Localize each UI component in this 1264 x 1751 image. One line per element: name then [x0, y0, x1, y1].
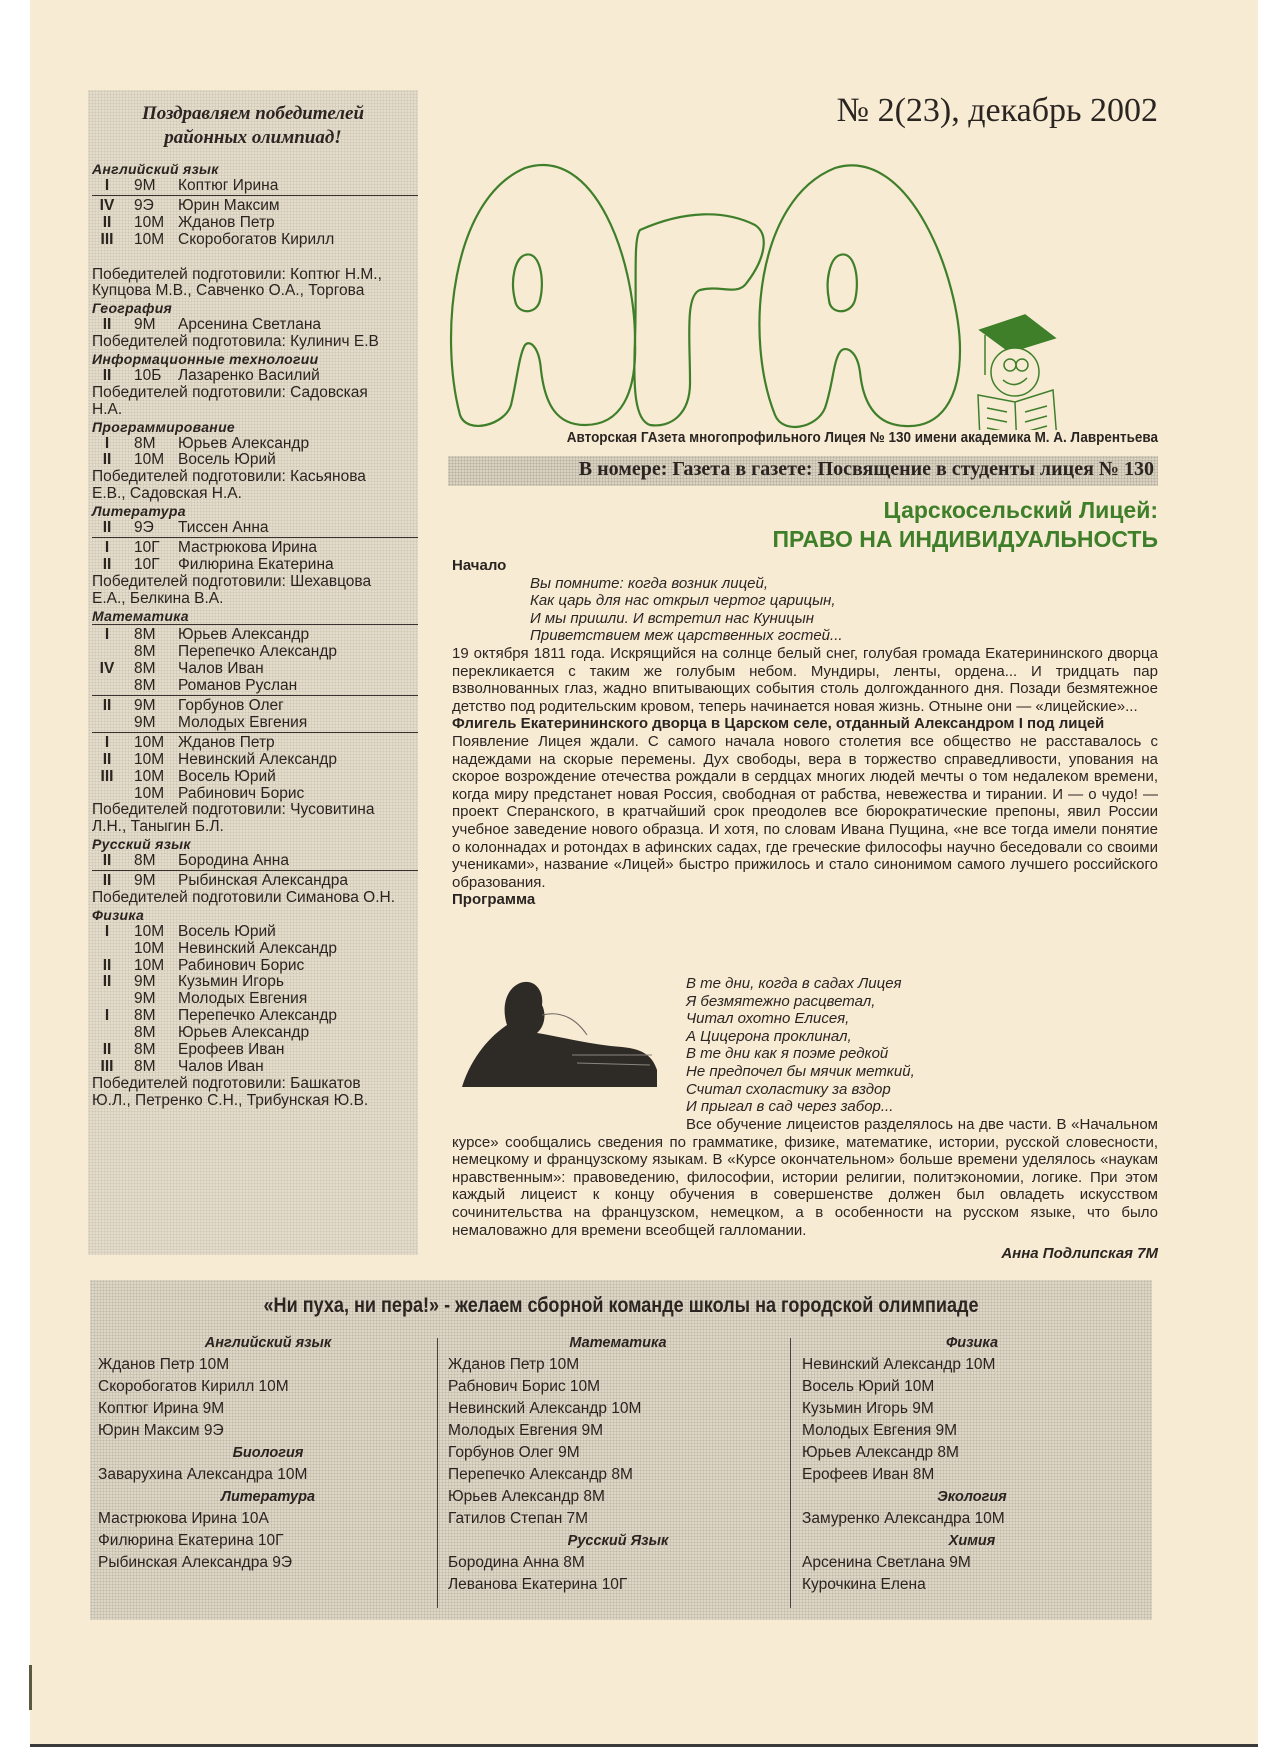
- student-name: Мастрюкова Ирина: [178, 538, 317, 556]
- student-name: Лазаренко Василий: [178, 366, 320, 384]
- winner-row: [92, 734, 417, 752]
- teachers-note: Л.Н., Таныгин Б.Л.: [92, 818, 224, 836]
- team-subject-heading: Биология: [232, 1445, 304, 1461]
- paragraph-3: Все обучение лицеистов разделялось на две части. В «Начальном курсе» сообщались сведения по грамматике, физике, математике, истории, русской словесности, немецкому и французскому языкам. В «Курсе окончательном» больше времени уделялось «наукам нравственным»: правоведению, философии, истории религии, политэкономии, логике. При этом каждый лицеист к концу обучения в совершенстве должен был овладеть искусством сочинительства на французском, немецком, а в особенности на русском языке, что было немаловажно для времени всеобщей галломании.: [452, 1116, 1158, 1239]
- place-rank: II: [102, 1041, 112, 1058]
- team-member: Мастрюкова Ирина 10А: [98, 1510, 269, 1527]
- winner-row: [92, 852, 417, 870]
- team-member: Филюрина Екатерина 10Г: [98, 1532, 284, 1549]
- class-label: 9М: [134, 176, 156, 194]
- place-rank: [92, 714, 122, 732]
- separator-line: [92, 537, 418, 538]
- winner-row: [92, 435, 417, 453]
- place-rank: [92, 677, 122, 695]
- poem-2: [686, 975, 1156, 1116]
- class-label: 10М: [134, 767, 165, 785]
- place-rank: [92, 940, 122, 958]
- subject-heading: Программирование: [92, 418, 236, 435]
- place-rank: I: [104, 1007, 110, 1025]
- winner-row: [92, 714, 417, 732]
- winner-row: [92, 768, 417, 786]
- winner-row: [92, 785, 417, 803]
- student-name: Рабинович Борис: [178, 784, 305, 802]
- class-label: 8М: [134, 1057, 156, 1075]
- place-rank: [92, 990, 122, 1008]
- poem-line: В те дни, когда в садах Лицея: [686, 975, 902, 992]
- teachers-note: Победителей подготовили: Касьянова: [92, 468, 366, 486]
- poem-line: Вы помните: когда возник лицей,: [530, 574, 769, 592]
- student-name: Бородина Анна: [178, 852, 289, 870]
- team-member: Восель Юрий 10М: [802, 1378, 935, 1395]
- place-rank: II: [102, 697, 112, 714]
- winner-row: [92, 556, 417, 574]
- winner-row: [92, 643, 417, 661]
- paragraph-2: Появление Лицея ждали. С самого начала нового столетия все общество не расставалось с надеждами на скорые перемены. Дух свободы, вера в торжество справедливости, упования на скорое возрождение отечества рождали в сердцах многих людей мечты о том недалеком времени, когда миру предстанет новая Россия, свободная от рабства, невежества и тирании. И — о чудо! — проект Сперанского, в кратчайший срок преодолев все бюрократические препоны, явил России учебное заведение нового образца. И хотя, по словам Ивана Пущина, «не все тогда имели понятие о колоннадах и ротондах в афинских садах, где греческие философы научно беседовали со своими учениками», название «Лицей» быстро прижилось и стало синонимом самого лучшего российского образования.: [452, 732, 1158, 891]
- poem-line: Не предпочел бы мячик меткий,: [686, 1062, 915, 1080]
- poem-line: В те дни как я поэме редкой: [686, 1045, 889, 1063]
- student-name: Молодых Евгения: [178, 990, 308, 1008]
- place-rank: II: [102, 872, 112, 889]
- poem-line: Читал охотно Елисея,: [686, 1010, 850, 1028]
- place-rank: [92, 1024, 122, 1042]
- logo-letter-g: [634, 214, 763, 425]
- winner-row: [92, 973, 417, 991]
- issue-number: № 2(23), декабрь 2002: [836, 92, 1158, 129]
- winner-row: [92, 177, 417, 195]
- winner-row: [92, 626, 417, 644]
- pushkin-portrait-image: [452, 975, 662, 1090]
- poem-line: А Цицерона проклинал,: [686, 1027, 852, 1045]
- teachers-note: Победителей подготовили: Шехавцова: [92, 572, 372, 590]
- subject-heading: Информационные технологии: [92, 351, 319, 367]
- winner-row: [92, 677, 417, 695]
- winner-row: [92, 316, 417, 334]
- place-rank: II: [102, 366, 112, 384]
- team-member: Рыбинская Александра 9Э: [98, 1554, 293, 1571]
- winners-box: [88, 90, 418, 1255]
- paragraph-1: 19 октября 1811 года. Искрящийся на солнце белый снег, голубая громада Екатерининского дворца перекликается с таким же голубым небом. Мундиры, ленты, ордена... И тридцать пар взволнованных глаз, жадно впитывающих события столь долгожданного дня. Позади безмятежное детство под родительским кровом, теперь начинается новая жизнь. Отныне они — «лицейские»...: [452, 644, 1158, 715]
- in-this-issue-text: В номере: Газета в газете: Посвящение в студенты лицея № 130: [578, 458, 1154, 480]
- student-name: Восель Юрий: [178, 922, 276, 940]
- team-member: Жданов Петр 10М: [98, 1356, 230, 1373]
- teachers-note: Победителей подготовили: Чусовитина: [92, 801, 375, 819]
- place-rank: II: [102, 852, 112, 870]
- team-member: Перепечко Александр 8М: [448, 1466, 633, 1483]
- team-member: Юрьев Александр 8М: [802, 1444, 959, 1461]
- place-rank: II: [102, 451, 112, 469]
- in-this-issue-bar: [448, 456, 1158, 486]
- student-name: Кузьмин Игорь: [178, 973, 284, 991]
- team-box-title: «Ни пуха, ни пера!» - желаем сборной команде школы на городской олимпиаде: [263, 1294, 979, 1317]
- poem-line: Приветствием меж царственных гостей...: [530, 627, 843, 645]
- place-rank: I: [104, 538, 110, 556]
- student-name: Рыбинская Александра: [178, 872, 348, 889]
- class-label: 10М: [134, 939, 165, 957]
- article-part-2: [452, 1116, 1158, 1263]
- winners-title-line-2: районных олимпиад!: [164, 127, 342, 148]
- team-member: Арсенина Светлана 9М: [802, 1554, 971, 1571]
- teachers-note: Победителей подготовили: Коптюг Н.М.,: [92, 265, 382, 283]
- separator-line: [92, 732, 418, 733]
- team-member: Гатилов Степан 7М: [448, 1510, 589, 1527]
- subject-heading: Русский язык: [92, 836, 191, 853]
- section-heading-program: Программа: [452, 891, 536, 909]
- winners-title: [88, 102, 418, 150]
- subject-heading: География: [92, 300, 173, 317]
- subject-heading: Английский язык: [92, 161, 219, 177]
- winner-row: [92, 957, 417, 975]
- class-label: 10Г: [134, 538, 160, 556]
- winner-row: [92, 451, 417, 469]
- place-rank: I: [104, 626, 110, 644]
- team-subject-heading: Русский Язык: [567, 1533, 669, 1549]
- class-label: 9М: [134, 713, 156, 731]
- teachers-note: Ю.Л., Петренко С.Н., Трибунская Ю.В.: [92, 1091, 369, 1109]
- mascot-reading-newspaper: [978, 315, 1057, 430]
- class-label: 8М: [134, 852, 156, 870]
- class-label: 8М: [134, 1007, 156, 1025]
- winner-row: [92, 197, 417, 215]
- winner-row: [92, 519, 417, 537]
- poem-line: Считал схоластику за вздор: [686, 1080, 891, 1098]
- student-name: Жданов Петр: [178, 733, 275, 751]
- student-name: Восель Юрий: [178, 767, 276, 785]
- student-name: Перепечко Александр: [178, 643, 338, 661]
- poem-line: Как царь для нас открыл чертог царицын,: [530, 592, 836, 610]
- teachers-note: Н.А.: [92, 400, 123, 418]
- winner-row: [92, 923, 417, 941]
- section-heading-wing: Флигель Екатерининского дворца в Царском селе, отданный Александром I под лицей: [452, 715, 1105, 733]
- teachers-note: Купцова М.В., Савченко О.А., Торгова: [92, 282, 365, 300]
- article-heading-2: ПРАВО НА ИНДИВИДУАЛЬНОСТЬ: [772, 526, 1158, 552]
- article-heading-1: Царскосельский Лицей:: [883, 497, 1158, 523]
- class-label: 10М: [134, 750, 165, 768]
- place-rank: III: [100, 767, 114, 785]
- team-member: Коптюг Ирина 9М: [98, 1400, 225, 1417]
- student-name: Чалов Иван: [178, 1057, 264, 1075]
- teachers-note: Победителей подготовила: Кулинич Е.В: [92, 333, 379, 351]
- city-olympiad-team-box: [90, 1280, 1152, 1620]
- winner-row: [92, 1041, 417, 1059]
- team-subject-heading: Математика: [569, 1335, 667, 1351]
- student-name: Невинский Александр: [178, 750, 337, 768]
- class-label: 8М: [134, 626, 156, 644]
- student-name: Горбунов Олег: [178, 697, 284, 714]
- winner-row: [92, 990, 417, 1008]
- student-name: Филюрина Екатерина: [178, 555, 334, 573]
- teachers-note: Е.В., Садовская Н.А.: [92, 485, 242, 503]
- class-label: 8М: [134, 1041, 156, 1058]
- winner-row: [92, 751, 417, 769]
- place-rank: II: [102, 213, 112, 231]
- team-member: Юрьев Александр 8М: [448, 1488, 605, 1505]
- class-label: 8М: [134, 677, 156, 695]
- team-member: Невинский Александр 10М: [802, 1356, 996, 1373]
- team-subject-heading: Английский язык: [204, 1335, 332, 1351]
- poem-line: И мы пришли. И встретил нас Куницын: [530, 609, 815, 627]
- separator-line: [92, 195, 418, 196]
- logo-letter-a1: [451, 165, 635, 426]
- poem-1: [452, 575, 1158, 645]
- team-member: Рабнович Борис 10М: [448, 1378, 601, 1395]
- class-label: 10М: [134, 451, 165, 469]
- team-member: Курочкина Елена: [802, 1576, 926, 1593]
- student-name: Юрьев Александр: [178, 1024, 310, 1042]
- poem-line: И прыгал в сад через забор...: [686, 1098, 894, 1116]
- winner-row: [92, 697, 417, 715]
- team-member: Замуренко Александра 10М: [802, 1510, 1005, 1527]
- student-name: Невинский Александр: [178, 939, 337, 957]
- class-label: 8М: [134, 434, 156, 452]
- team-member: Молодых Евгения 9М: [802, 1422, 958, 1439]
- winner-row: [92, 539, 417, 557]
- team-subject-heading: Литература: [220, 1489, 316, 1505]
- winner-row: [92, 872, 417, 890]
- teachers-note: Победителей подготовили: Башкатов: [92, 1074, 361, 1092]
- place-rank: II: [102, 973, 112, 991]
- winner-row: [92, 660, 417, 678]
- student-name: Тиссен Анна: [178, 519, 269, 536]
- class-label: 10М: [134, 922, 165, 940]
- place-rank: IV: [99, 196, 115, 214]
- place-rank: I: [104, 922, 110, 940]
- student-name: Рабинович Борис: [178, 956, 305, 974]
- section-heading-start: Начало: [452, 557, 507, 574]
- student-name: Арсенина Светлана: [178, 316, 321, 334]
- place-rank: [92, 643, 122, 661]
- team-member: Леванова Екатерина 10Г: [448, 1576, 628, 1593]
- team-member: Ерофеев Иван 8М: [802, 1466, 935, 1483]
- teachers-note: Победителей подготовили Симанова О.Н.: [92, 888, 396, 906]
- class-label: 8М: [134, 660, 156, 678]
- team-subject-heading: Химия: [948, 1533, 996, 1549]
- student-name: Ерофеев Иван: [178, 1041, 285, 1058]
- class-label: 9Э: [134, 519, 154, 536]
- team-member: Заварухина Александра 10М: [98, 1466, 308, 1483]
- winner-row: [92, 1058, 417, 1076]
- student-name: Перепечко Александр: [178, 1007, 338, 1025]
- team-member: Юрин Максим 9Э: [98, 1422, 224, 1439]
- place-rank: [92, 785, 122, 803]
- team-column-2: [448, 1332, 788, 1596]
- place-rank: III: [100, 1057, 114, 1075]
- student-name: Восель Юрий: [178, 451, 276, 469]
- class-label: 10Б: [134, 366, 162, 384]
- place-rank: IV: [99, 660, 115, 678]
- subject-heading: Физика: [92, 906, 145, 923]
- student-name: Скоробогатов Кирилл: [178, 230, 335, 248]
- student-name: Коптюг Ирина: [178, 176, 279, 194]
- class-label: 9М: [134, 973, 156, 991]
- winner-row: [92, 231, 417, 249]
- column-divider: [437, 1338, 438, 1608]
- team-member: Горбунов Олег 9М: [448, 1444, 580, 1461]
- teachers-note: Победителей подготовили: Садовская: [92, 383, 368, 401]
- place-rank: I: [104, 176, 110, 194]
- place-rank: II: [102, 555, 112, 573]
- place-rank: II: [102, 750, 112, 768]
- student-name: Жданов Петр: [178, 213, 275, 231]
- page-edge-mark: [29, 1665, 32, 1710]
- class-label: 9М: [134, 697, 156, 714]
- student-name: Романов Руслан: [178, 677, 298, 695]
- place-rank: II: [102, 316, 112, 334]
- place-rank: III: [100, 230, 114, 248]
- winners-title-line-1: Поздравляем победителей: [141, 103, 365, 124]
- newspaper-tagline: Авторская ГАзета многопрофильного Лицея № 130 имени академика М. А. Лаврентьева: [566, 430, 1158, 446]
- separator-line: [92, 870, 418, 871]
- class-label: 9Э: [134, 196, 154, 214]
- team-member: Скоробогатов Кирилл 10М: [98, 1378, 289, 1395]
- subject-heading: Математика: [92, 607, 189, 624]
- team-member: Жданов Петр 10М: [448, 1356, 580, 1373]
- class-label: 8М: [134, 643, 156, 661]
- team-column-1: [98, 1332, 438, 1574]
- team-member: Молодых Евгения 9М: [448, 1422, 604, 1439]
- winner-row: [92, 1024, 417, 1042]
- place-rank: I: [104, 434, 110, 452]
- winner-row: [92, 367, 417, 385]
- team-member: Невинский Александр 10М: [448, 1400, 642, 1417]
- class-label: 10М: [134, 230, 165, 248]
- separator-line: [92, 624, 418, 625]
- subject-heading: Литература: [92, 503, 186, 520]
- team-column-3: [802, 1332, 1142, 1596]
- class-label: 9М: [134, 990, 156, 1008]
- place-rank: II: [102, 519, 112, 536]
- class-label: 8М: [134, 1024, 156, 1042]
- class-label: 9М: [134, 872, 156, 889]
- winner-row: [92, 1007, 417, 1025]
- place-rank: I: [104, 733, 110, 751]
- class-label: 9М: [134, 316, 156, 334]
- team-subject-heading: Экология: [937, 1489, 1007, 1505]
- aga-logo: [445, 140, 1065, 430]
- class-label: 10М: [134, 733, 165, 751]
- student-name: Чалов Иван: [178, 660, 264, 678]
- class-label: 10М: [134, 784, 165, 802]
- article-author: Анна Подлипская 7М: [1001, 1245, 1158, 1263]
- class-label: 10Г: [134, 555, 160, 573]
- team-subject-heading: Физика: [945, 1335, 999, 1351]
- team-member: Бородина Анна 8М: [448, 1554, 585, 1571]
- student-name: Юрьев Александр: [178, 434, 310, 452]
- student-name: Молодых Евгения: [178, 713, 308, 731]
- logo-letter-a2: [759, 165, 960, 427]
- student-name: Юрин Максим: [178, 196, 280, 214]
- teachers-note: Е.А., Белкина В.А.: [92, 589, 224, 607]
- student-name: Юрьев Александр: [178, 626, 310, 644]
- class-label: 10М: [134, 213, 165, 231]
- team-member: Кузьмин Игорь 9М: [802, 1400, 934, 1417]
- class-label: 10М: [134, 956, 165, 974]
- poem-line: Я безмятежно расцветал,: [686, 992, 876, 1010]
- separator-line: [92, 695, 418, 696]
- place-rank: II: [102, 956, 112, 974]
- article-part-1: [452, 557, 1158, 909]
- winner-row: [92, 940, 417, 958]
- winner-row: [92, 214, 417, 232]
- column-divider: [790, 1338, 791, 1608]
